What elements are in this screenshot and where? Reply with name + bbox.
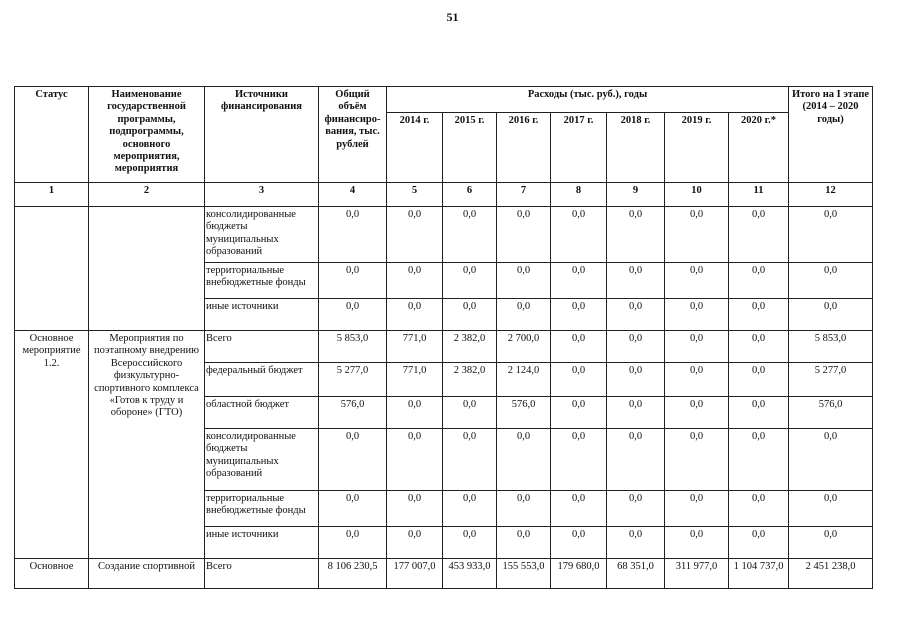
header-year: 2014 г. (387, 113, 443, 183)
amount-cell: 2 124,0 (497, 363, 551, 397)
amount-cell: 0,0 (443, 429, 497, 491)
amount-cell: 0,0 (665, 397, 729, 429)
funding-source: областной бюджет (205, 397, 319, 429)
amount-cell: 0,0 (607, 527, 665, 559)
status-cell: Основное мероприятие 1.2. (15, 331, 89, 559)
amount-cell: 0,0 (387, 429, 443, 491)
amount-cell: 0,0 (665, 331, 729, 363)
amount-cell: 0,0 (789, 429, 873, 491)
amount-cell: 8 106 230,5 (319, 559, 387, 589)
funding-source: территориальные внебюджетные фонды (205, 263, 319, 299)
amount-cell: 0,0 (665, 299, 729, 331)
amount-cell: 0,0 (789, 207, 873, 263)
amount-cell: 771,0 (387, 363, 443, 397)
funding-source: консолидированные бюджеты муниципальных образований (205, 207, 319, 263)
header-expenses: Расходы (тыс. руб.), годы (387, 87, 789, 113)
amount-cell: 0,0 (729, 397, 789, 429)
amount-cell: 0,0 (497, 429, 551, 491)
amount-cell: 0,0 (789, 263, 873, 299)
amount-cell: 0,0 (551, 363, 607, 397)
status-cell-empty (15, 207, 89, 331)
amount-cell: 0,0 (665, 429, 729, 491)
amount-cell: 0,0 (319, 263, 387, 299)
amount-cell: 0,0 (387, 527, 443, 559)
header-name: Наименование государственной программы, подпрограммы, основного мероприятия, мероприятия (89, 87, 205, 183)
amount-cell: 0,0 (443, 207, 497, 263)
amount-cell: 0,0 (607, 207, 665, 263)
amount-cell: 0,0 (319, 299, 387, 331)
amount-cell: 0,0 (319, 527, 387, 559)
column-number: 3 (205, 183, 319, 207)
amount-cell: 0,0 (387, 299, 443, 331)
column-number: 4 (319, 183, 387, 207)
amount-cell: 0,0 (607, 299, 665, 331)
amount-cell: 0,0 (607, 491, 665, 527)
funding-source: Всего (205, 559, 319, 589)
funding-source: консолидированные бюджеты муниципальных образований (205, 429, 319, 491)
amount-cell: 0,0 (729, 263, 789, 299)
header-status: Статус (15, 87, 89, 183)
amount-cell: 0,0 (551, 397, 607, 429)
amount-cell: 0,0 (551, 527, 607, 559)
header-total-volume: Общий объём финансиро-вания, тыс. рублей (319, 87, 387, 183)
funding-source: федеральный бюджет (205, 363, 319, 397)
amount-cell: 771,0 (387, 331, 443, 363)
column-number: 9 (607, 183, 665, 207)
column-number: 12 (789, 183, 873, 207)
amount-cell: 576,0 (497, 397, 551, 429)
amount-cell: 576,0 (789, 397, 873, 429)
amount-cell: 0,0 (665, 207, 729, 263)
column-number: 11 (729, 183, 789, 207)
column-number: 2 (89, 183, 205, 207)
event-name-cell: Мероприятия по поэтапному внедрению Всероссийского физкультурно-спортивного комплекса «Готов к труду и обороне» (ГТО) (89, 331, 205, 559)
amount-cell: 0,0 (729, 363, 789, 397)
amount-cell: 0,0 (387, 397, 443, 429)
amount-cell: 0,0 (607, 397, 665, 429)
amount-cell: 0,0 (551, 299, 607, 331)
amount-cell: 0,0 (387, 207, 443, 263)
amount-cell: 5 277,0 (319, 363, 387, 397)
amount-cell: 311 977,0 (665, 559, 729, 589)
amount-cell: 0,0 (551, 263, 607, 299)
amount-cell: 0,0 (319, 429, 387, 491)
amount-cell: 0,0 (607, 263, 665, 299)
column-number: 5 (387, 183, 443, 207)
event-name-cell: Создание спортивной (89, 559, 205, 589)
amount-cell: 576,0 (319, 397, 387, 429)
header-year: 2016 г. (497, 113, 551, 183)
amount-cell: 453 933,0 (443, 559, 497, 589)
amount-cell: 0,0 (665, 263, 729, 299)
amount-cell: 0,0 (387, 263, 443, 299)
amount-cell: 0,0 (387, 491, 443, 527)
amount-cell: 1 104 737,0 (729, 559, 789, 589)
amount-cell: 0,0 (497, 263, 551, 299)
amount-cell: 0,0 (789, 491, 873, 527)
amount-cell: 0,0 (729, 207, 789, 263)
amount-cell: 0,0 (607, 363, 665, 397)
amount-cell: 0,0 (443, 263, 497, 299)
table-row (15, 207, 873, 263)
amount-cell: 0,0 (551, 331, 607, 363)
amount-cell: 0,0 (443, 491, 497, 527)
amount-cell: 0,0 (729, 491, 789, 527)
amount-cell: 0,0 (729, 527, 789, 559)
header-year: 2015 г. (443, 113, 497, 183)
funding-source: Всего (205, 331, 319, 363)
funding-source: иные источники (205, 299, 319, 331)
amount-cell: 0,0 (443, 527, 497, 559)
amount-cell: 0,0 (443, 397, 497, 429)
amount-cell: 0,0 (665, 527, 729, 559)
amount-cell: 2 382,0 (443, 331, 497, 363)
amount-cell: 0,0 (497, 491, 551, 527)
financing-table (14, 86, 873, 589)
amount-cell: 155 553,0 (497, 559, 551, 589)
funding-source: иные источники (205, 527, 319, 559)
amount-cell: 0,0 (789, 299, 873, 331)
header-stage-total: Итого на I этапе (2014 – 2020 годы) (789, 87, 873, 183)
header-year: 2017 г. (551, 113, 607, 183)
amount-cell: 5 853,0 (319, 331, 387, 363)
amount-cell: 0,0 (729, 299, 789, 331)
column-number-row (15, 183, 873, 207)
table-row (15, 331, 873, 363)
header-year: 2019 г. (665, 113, 729, 183)
header-sources: Источники финансирования (205, 87, 319, 183)
amount-cell: 179 680,0 (551, 559, 607, 589)
amount-cell: 0,0 (443, 299, 497, 331)
amount-cell: 5 853,0 (789, 331, 873, 363)
page-number: 51 (446, 10, 459, 24)
column-number: 1 (15, 183, 89, 207)
amount-cell: 0,0 (665, 363, 729, 397)
amount-cell: 0,0 (497, 527, 551, 559)
amount-cell: 0,0 (551, 207, 607, 263)
amount-cell: 0,0 (607, 429, 665, 491)
amount-cell: 0,0 (551, 491, 607, 527)
amount-cell: 0,0 (729, 429, 789, 491)
funding-source: территориальные внебюджетные фонды (205, 491, 319, 527)
column-number: 8 (551, 183, 607, 207)
amount-cell: 0,0 (551, 429, 607, 491)
table-row (15, 559, 873, 589)
amount-cell: 0,0 (665, 491, 729, 527)
amount-cell: 0,0 (789, 527, 873, 559)
amount-cell: 177 007,0 (387, 559, 443, 589)
header-year: 2018 г. (607, 113, 665, 183)
amount-cell: 5 277,0 (789, 363, 873, 397)
column-number: 7 (497, 183, 551, 207)
column-number: 10 (665, 183, 729, 207)
header-year: 2020 г.* (729, 113, 789, 183)
amount-cell: 0,0 (607, 331, 665, 363)
amount-cell: 0,0 (319, 207, 387, 263)
amount-cell: 0,0 (497, 299, 551, 331)
status-cell: Основное (15, 559, 89, 589)
amount-cell: 0,0 (319, 491, 387, 527)
amount-cell: 2 451 238,0 (789, 559, 873, 589)
amount-cell: 68 351,0 (607, 559, 665, 589)
amount-cell: 2 382,0 (443, 363, 497, 397)
amount-cell: 2 700,0 (497, 331, 551, 363)
amount-cell: 0,0 (729, 331, 789, 363)
column-number: 6 (443, 183, 497, 207)
name-cell-empty (89, 207, 205, 331)
amount-cell: 0,0 (497, 207, 551, 263)
